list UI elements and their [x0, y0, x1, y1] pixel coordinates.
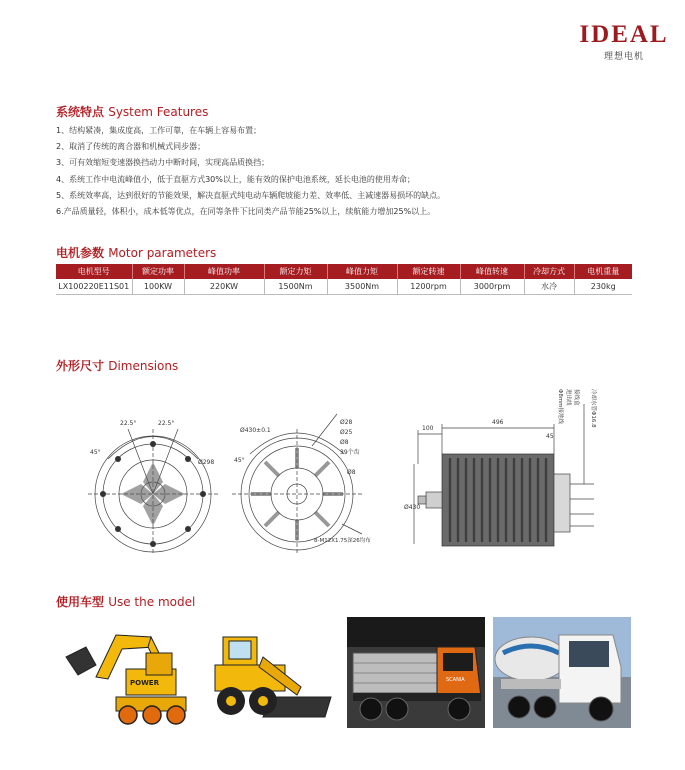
side-view-drawing — [404, 384, 604, 554]
dimensions-title-en: Dimensions — [108, 359, 179, 373]
header-rated-speed: 额定转速 — [397, 264, 460, 279]
params-title-cn: 电机参数 — [56, 246, 105, 260]
dump-brand: SCANIA — [446, 677, 465, 683]
header-cooling: 冷却方式 — [524, 264, 574, 279]
front-angle-2: 22.5° — [158, 420, 175, 427]
side-note-1: Φ8mm接地线 — [557, 389, 563, 425]
rear-dim-1: Ø28 — [340, 419, 353, 426]
cell-peak-torque: 3500Nm — [327, 279, 397, 295]
side-height: Ø430 — [404, 504, 421, 511]
feature-item: 6.产品质量轻，体积小，成本低等优点，在同等条件下比同类产品节能25%以上，续航能力增加25%以上。 — [56, 207, 436, 217]
header-peak-power: 峰值功率 — [184, 264, 264, 279]
cell-model: LX100220E11S01 — [56, 279, 132, 295]
dimensions-title-cn: 外形尺寸 — [56, 359, 105, 373]
feature-item: 1、结构紧凑，集成度高，工作可靠，在车辆上容易布置； — [56, 126, 262, 135]
table-row — [56, 279, 632, 295]
dimensions-title — [56, 357, 178, 374]
front-view-drawing — [88, 384, 218, 554]
side-length-1: 100 — [422, 425, 434, 432]
params-table — [56, 264, 632, 295]
front-angle-3: 45° — [90, 449, 101, 456]
features-title — [56, 103, 208, 120]
loader-photo — [201, 617, 339, 728]
rear-dim-4: Ø8 — [347, 469, 356, 476]
front-angle-1: 22.5° — [120, 420, 137, 427]
header-peak-torque: 峰值力矩 — [327, 264, 397, 279]
params-title — [56, 244, 216, 261]
header-rated-power: 额定功率 — [132, 264, 184, 279]
feature-item: 3、可有效缩短变速器换挡动力中断时间，实现高品质换挡； — [56, 158, 270, 168]
models-title-cn: 使用车型 — [56, 595, 105, 609]
rear-view-drawing — [232, 384, 402, 554]
brand-logo — [578, 22, 670, 62]
header-peak-speed: 峰值转速 — [460, 264, 524, 279]
models-title-en: Use the model — [108, 595, 196, 609]
models-title — [56, 593, 195, 610]
side-length-2: 496 — [492, 419, 504, 426]
rear-diameter: Ø430±0.1 — [240, 427, 271, 434]
cell-peak-power: 220KW — [184, 279, 264, 295]
header-rated-torque: 额定力矩 — [264, 264, 327, 279]
feature-item: 4、系统工作中电流峰值小，低于直驱方式30%以上，能有效的保护电池系统，延长电池的使用寿命； — [56, 174, 415, 184]
cell-rated-torque: 1500Nm — [264, 279, 327, 295]
feature-item: 5、系统效率高，达到很好的节能效果，解决直驱式纯电动车辆爬坡能力差、效率低、主减速器易损坏的缺点。 — [56, 190, 446, 200]
excavator-brand: POWER — [130, 679, 159, 687]
rear-hole-note: 8-M12X1.75深26均布 — [314, 538, 371, 544]
params-title-en: Motor parameters — [108, 246, 217, 260]
params-header-row — [56, 264, 632, 279]
cell-weight: 230kg — [574, 279, 632, 295]
side-length-3: 45 — [546, 433, 554, 440]
features-list — [56, 123, 445, 220]
mixer-truck-photo — [493, 617, 631, 728]
rear-tooth-note: 39个齿 — [340, 449, 360, 456]
features-title-en: System Features — [108, 105, 209, 119]
excavator-photo — [56, 617, 194, 728]
features-title-cn: 系统特点 — [56, 105, 105, 119]
side-note-3: 接线盒 — [573, 389, 579, 406]
front-diameter: Ø298 — [198, 459, 215, 466]
rear-dim-3: Ø8 — [340, 439, 349, 446]
cell-peak-speed: 3000rpm — [460, 279, 524, 295]
dump-truck-photo — [347, 617, 485, 728]
cell-rated-power: 100KW — [132, 279, 184, 295]
side-note-2: 进出线 — [565, 389, 571, 406]
cell-rated-speed: 1200rpm — [397, 279, 460, 295]
logo-subtitle: 理想电机 — [603, 52, 644, 62]
cell-cooling: 水冷 — [524, 279, 574, 295]
header-model: 电机型号 — [56, 264, 132, 279]
logo-wordmark: IDEAL — [579, 21, 669, 48]
rear-angle: 45° — [234, 457, 245, 464]
side-note-4: 冷却水管Φ16.8 — [590, 389, 596, 428]
header-weight: 电机重量 — [574, 264, 632, 279]
rear-dim-2: Ø25 — [340, 429, 353, 436]
feature-item: 2、取消了传统的离合器和机械式同步器； — [56, 142, 206, 152]
